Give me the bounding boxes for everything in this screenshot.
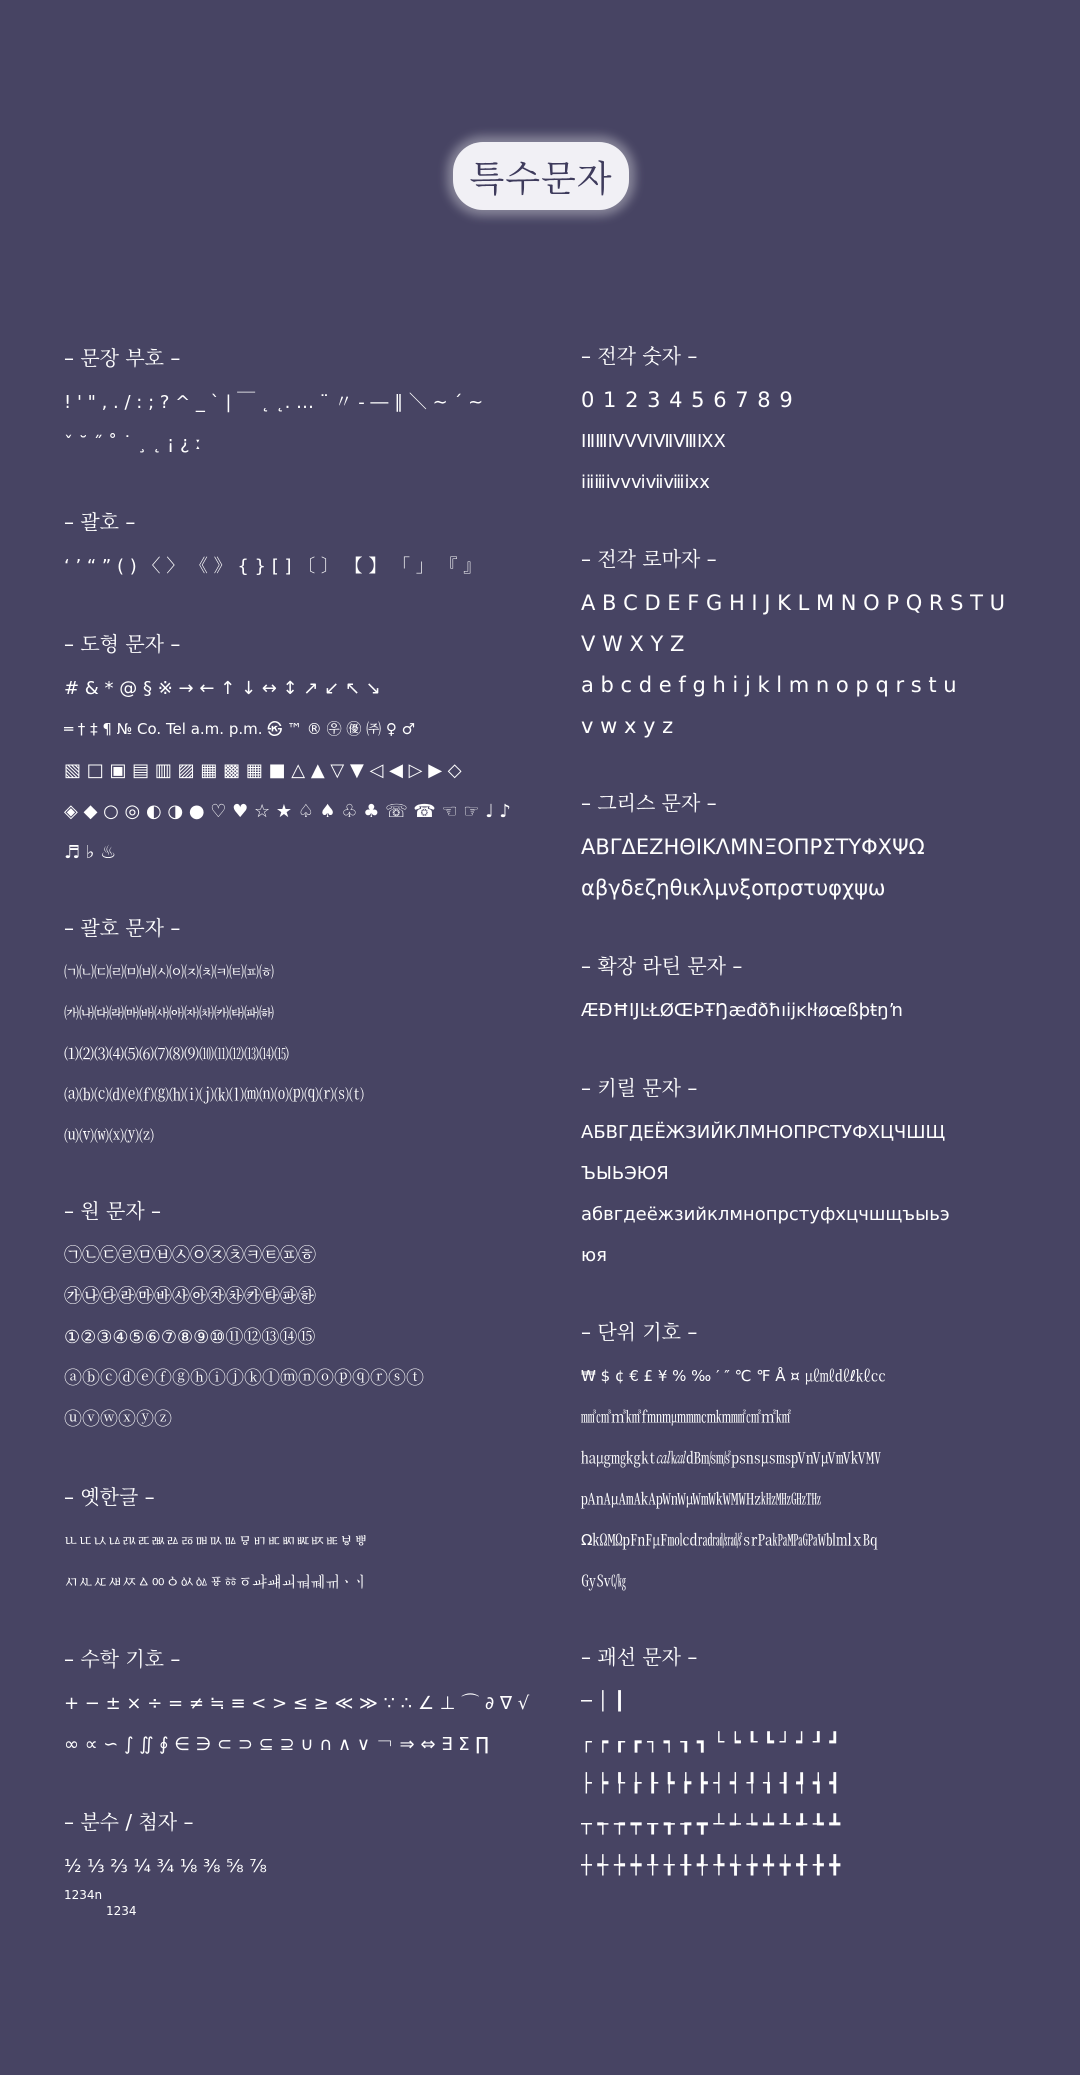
symbol-line: ₩ $ ¢ € £ ¥ % ‰ ′ ″ ℃ ℉ Å ¤ ㎕㎖㎗ℓ㎘㏄ <box>581 1367 886 1385</box>
section-heading: – 괄호 문자 – <box>64 916 181 940</box>
symbol-line: V W X Y Z <box>581 632 685 656</box>
section-heading: – 그리스 문자 – <box>581 791 717 815</box>
symbol-line: ⅰⅱⅲⅳⅴⅵⅶⅷⅸⅹ <box>581 472 710 493</box>
symbol-line: ┬ ┭ ┮ ┯ ┰ ┱ ┲ ┳ ┴ ┵ ┶ ┷ ┸ ┹ ┺ ┻ <box>581 1814 841 1835</box>
symbol-line: ㎀㎁㎂㎃㎄㎺㎻㎼㎽㎾㎿㎐㎑㎒㎓㎔ <box>581 1490 822 1508</box>
section-shapes <box>64 630 544 873</box>
symbol-line: ! ' " , . / : ; ? ^ _ ` | ￣ ˛ ˛. … ¨ 〃 ‐ ― ∥ ＼ ∼ ´ ~ <box>64 392 484 413</box>
symbol-line: Ω㏀㏁㎊㎋㎌㏖㏅㎭㎮㎯㏛㎩㎪㎫㎬㏝㏐㏓㏃ <box>581 1531 878 1549</box>
section-heading: – 수학 기호 – <box>64 1647 181 1671</box>
symbol-line: ⅠⅡⅢⅣⅤⅥⅦⅧⅨⅩ <box>581 431 726 452</box>
section-box-drawing <box>581 1643 1051 1886</box>
section-heading: – 전각 로마자 – <box>581 547 717 571</box>
section-units <box>581 1318 1051 1602</box>
section-fractions <box>64 1808 544 1919</box>
section-heading: – 확장 라틴 문자 – <box>581 954 743 978</box>
section-heading: – 괘선 문자 – <box>581 1645 698 1669</box>
symbol-line: ┼ ┽ ┾ ┿ ╀ ╁ ╂ ╃ ╄ ╅ ╆ ╇ ╈ ╉ ╊ ╋ <box>581 1855 841 1876</box>
symbol-line: # & * @ § ※ → ← ↑ ↓ ↔ ↕ ↗ ↙ ↖ ↘ <box>64 678 381 699</box>
symbol-line: ⓤⓥⓦⓧⓨⓩ <box>64 1409 172 1430</box>
symbol-line: A B C D E F G H I J K L M N O P Q R S T U <box>581 591 1006 615</box>
section-parenthesized <box>64 914 544 1157</box>
symbol-line: абвгдеёжзийклмнопрстуфхцчшщъыьэ <box>581 1204 950 1225</box>
symbol-line: ▧ □ ▣ ▤ ▥ ▨ ▦ ▩ ▦ ■ △ ▲ ▽ ▼ ◁ ◀ ▷ ▶ ◇ <box>64 760 462 781</box>
section-heading: – 전각 숫자 – <box>581 344 698 368</box>
symbol-line: ├ ┝ ┞ ┟ ┠ ┡ ┢ ┣ ┤ ┥ ┦ ┧ ┨ ┩ ┪ ┫ <box>581 1773 841 1794</box>
symbol-line: ㏉㏜㏆ <box>581 1572 627 1590</box>
symbol-line: ÆÐĦĲĿŁØŒÞŦŊæđðħıĳĸŀłøœßþŧŋŉ <box>581 1000 904 1021</box>
section-heading: – 단위 기호 – <box>581 1320 698 1344</box>
section-math <box>64 1645 544 1765</box>
superscript-line: 1234n <box>64 1888 103 1902</box>
symbol-line: ㈎㈏㈐㈑㈒㈓㈔㈕㈖㈗㈘㈙㈚㈛ <box>64 1004 275 1022</box>
symbol-line: ㉠㉡㉢㉣㉤㉥㉦㉧㉨㉩㉪㉫㉬㉭ <box>64 1245 316 1266</box>
symbol-line: ⑴⑵⑶⑷⑸⑹⑺⑻⑼⑽⑾⑿⒀⒁⒂ <box>64 1045 290 1063</box>
section-heading: – 분수 / 첨자 – <box>64 1810 194 1834</box>
section-greek <box>581 789 1051 909</box>
section-extended-latin <box>581 952 1051 1031</box>
symbol-line: ㅺㅻㅼㅽㅾㅿㆀㆁㆂㆃㆄㆅㆆㆇㆈㆉㆊㆋㆌㆍㆎ <box>64 1573 369 1591</box>
subscript-line: 1234 <box>106 1904 137 1918</box>
symbol-line: АБВГДЕЁЖЗИЙКЛМНОПРСТУФХЦЧШЩ <box>581 1122 946 1143</box>
symbol-line: αβγδεζηθικλμνξοπρστυφχψω <box>581 876 886 900</box>
symbol-line: 0 1 2 3 4 5 6 7 8 9 <box>581 388 794 412</box>
symbol-line: ─ │ ┃ <box>581 1691 625 1712</box>
symbol-line: + − ± × ÷ = ≠ ≒ ≡ < > ≤ ≥ ≪ ≫ ∵ ∴ ∠ ⊥ ⌒ ∂ ∇ √ <box>64 1693 530 1714</box>
section-brackets <box>64 508 544 587</box>
symbol-line: юя <box>581 1245 607 1266</box>
section-cyrillic <box>581 1074 1051 1276</box>
section-heading: – 키릴 문자 – <box>581 1076 698 1100</box>
symbol-line: ㅥㅦㅧㅨㅩㅪㅫㅬㅭㅮㅯㅰㅱㅲㅳㅴㅵㅶㅷㅸㅹ <box>64 1532 369 1550</box>
symbol-line: ㎣㎤㎥㎦㎙㎚㎛㎜㎝㎞㎟㎠㎡㎢ <box>581 1408 792 1426</box>
symbol-line: ═ † ‡ ¶ № Co. Tel a.m. p.m. ㉿ ™ ® ㉾ ㊝ ㈜ ♀ ♂ <box>64 720 416 738</box>
symbol-line: ♬ ♭ ♨ <box>64 842 117 863</box>
section-heading: – 문장 부호 – <box>64 346 181 370</box>
section-punctuation <box>64 344 544 464</box>
symbol-line: ⒜⒝⒞⒟⒠⒡⒢⒣⒤⒥⒦⒧⒨⒩⒪⒫⒬⒭⒮⒯ <box>64 1086 365 1104</box>
section-fullwidth-latin <box>581 545 1051 747</box>
symbol-line: ①②③④⑤⑥⑦⑧⑨⑩⑪⑫⑬⑭⑮ <box>64 1327 316 1348</box>
symbol-line: ∞ ∝ ∽ ∫ ∬ ∮ ∈ ∋ ⊂ ⊃ ⊆ ⊇ ∪ ∩ ∧ ∨ ￢ ⇒ ⇔ ∃ Σ ∏ <box>64 1734 489 1755</box>
symbol-line: v w x y z <box>581 714 674 738</box>
symbol-line: ◈ ◆ ○ ◎ ◐ ◑ ● ♡ ♥ ☆ ★ ♤ ♠ ♧ ♣ ☏ ☎ ☜ ☞ ♩ ♪ <box>64 801 511 822</box>
page-title-badge <box>453 142 629 210</box>
section-heading: – 괄호 – <box>64 510 136 534</box>
symbol-line: ㈀㈁㈂㈃㈄㈅㈆㈇㈈㈉㈊㈋㈌㈍ <box>64 963 275 981</box>
symbol-line: ㉮㉯㉰㉱㉲㉳㉴㉵㉶㉷㉸㉹㉺㉻ <box>64 1286 316 1307</box>
symbol-line: ⒰⒱⒲⒳⒴⒵ <box>64 1127 155 1145</box>
section-heading: – 도형 문자 – <box>64 632 181 656</box>
symbol-line: ˇ ˘ ˝ ˚ ˙ ¸ ˛ ¡ ¿ ː <box>64 433 202 454</box>
symbol-line: ‘ ’ “ ” ( ) 〈 〉 《 》 { } [ ] 〔 〕 【 】 「 」 『 』 <box>64 556 482 577</box>
section-circled <box>64 1197 544 1440</box>
section-heading: – 옛한글 – <box>64 1485 155 1509</box>
symbol-line: ┌ ┍ ┎ ┏ ┐ ┑ ┒ ┓ └ ┕ ┖ ┗ ┘ ┙ ┚ ┛ <box>581 1732 841 1753</box>
symbol-line: ㏊㎍㎎㎏㏏㎈㎉㏈㎧㎨㎰㎱㎲㎳㎴㎵㎶㎷㎸㎹ <box>581 1449 882 1467</box>
symbol-line: ⓐⓑⓒⓓⓔⓕⓖⓗⓘⓙⓚⓛⓜⓝⓞⓟⓠⓡⓢⓣ <box>64 1368 424 1389</box>
symbol-line: ½ ⅓ ⅔ ¼ ¾ ⅛ ⅜ ⅝ ⅞ <box>64 1856 267 1877</box>
symbol-line: a b c d e f g h i j k l m n o p q r s t u <box>581 673 957 697</box>
section-fullwidth-digits <box>581 342 1051 503</box>
section-old-hangul <box>64 1483 544 1603</box>
symbol-line: ΑΒΓΔΕΖΗΘΙΚΛΜΝΞΟΠΡΣΤΥΦΧΨΩ <box>581 835 925 859</box>
section-heading: – 원 문자 – <box>64 1199 162 1223</box>
page-title: 특수문자 <box>469 158 613 200</box>
symbol-line: ЪЫЬЭЮЯ <box>581 1163 669 1184</box>
